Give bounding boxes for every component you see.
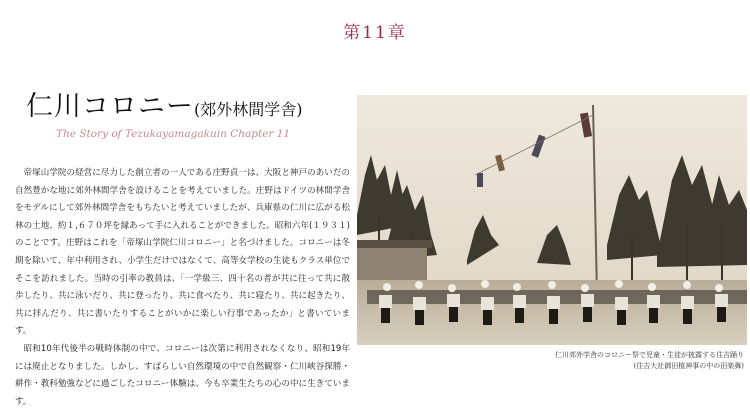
caption-line-2: (住吉大社御田植神事の中の田楽舞)	[633, 362, 744, 370]
paragraph-1: 帝塚山学院の経営に尽力した創立者の一人である庄野貞一は、大阪と神戸のあいだの自然豊かな地に郊外林間学舎を設けることを考えていました。庄野はドイツの林間学舎をモデルにして郊外林間学舎をもちたいと考えていましたが、兵庫県の仁川に広がる松林の土地、約１,６７０坪を縁あって手に入れることができました。昭和六年(１９３１)のことです。庄野はこれを「帝塚山学院仁川コロニー」と名づけました。コロニーは冬期を除いて、年中利用され、小学生だけではなくて、高等女学校の生徒もクラス単位でそこを訪れました。当時の引率の教員は、「一学級三、四十名の者が共に往って共に散歩したり、共に泳いだり、共に登ったり、共に食べたり、共に寝たり、共に起きたり、共に拝んだり、共に書いたりすることがいかに楽しい行事であったか」と書いています。	[15, 168, 350, 337]
paragraph-2: 昭和10年代後半の戦時体制の中で、コロニーは次第に利用されなくなり、昭和19年には廃止となりました。しかし、すばらしい自然環境の中で自然観察・仁川峡谷探勝・耕作・教科勉強などに過ごしたコロニー体験は、今も卒業生たちの心の中に生きています。	[15, 343, 350, 407]
title-main: 仁川コロニー	[26, 91, 194, 122]
historical-photo	[357, 95, 747, 345]
photo-caption	[555, 350, 744, 372]
chapter-label: 第11章	[343, 23, 407, 43]
page-title	[26, 84, 303, 123]
caption-line-1: 仁川郊外学舎のコロニー祭で児童・生徒が披露する住吉踊り	[555, 351, 744, 359]
title-sub: (郊外林間学舎)	[194, 100, 303, 119]
body-text	[15, 165, 350, 411]
script-subtitle: The Story of Tezukayamagakuin Chapter 11	[56, 128, 291, 140]
photo-illustration	[357, 95, 747, 345]
